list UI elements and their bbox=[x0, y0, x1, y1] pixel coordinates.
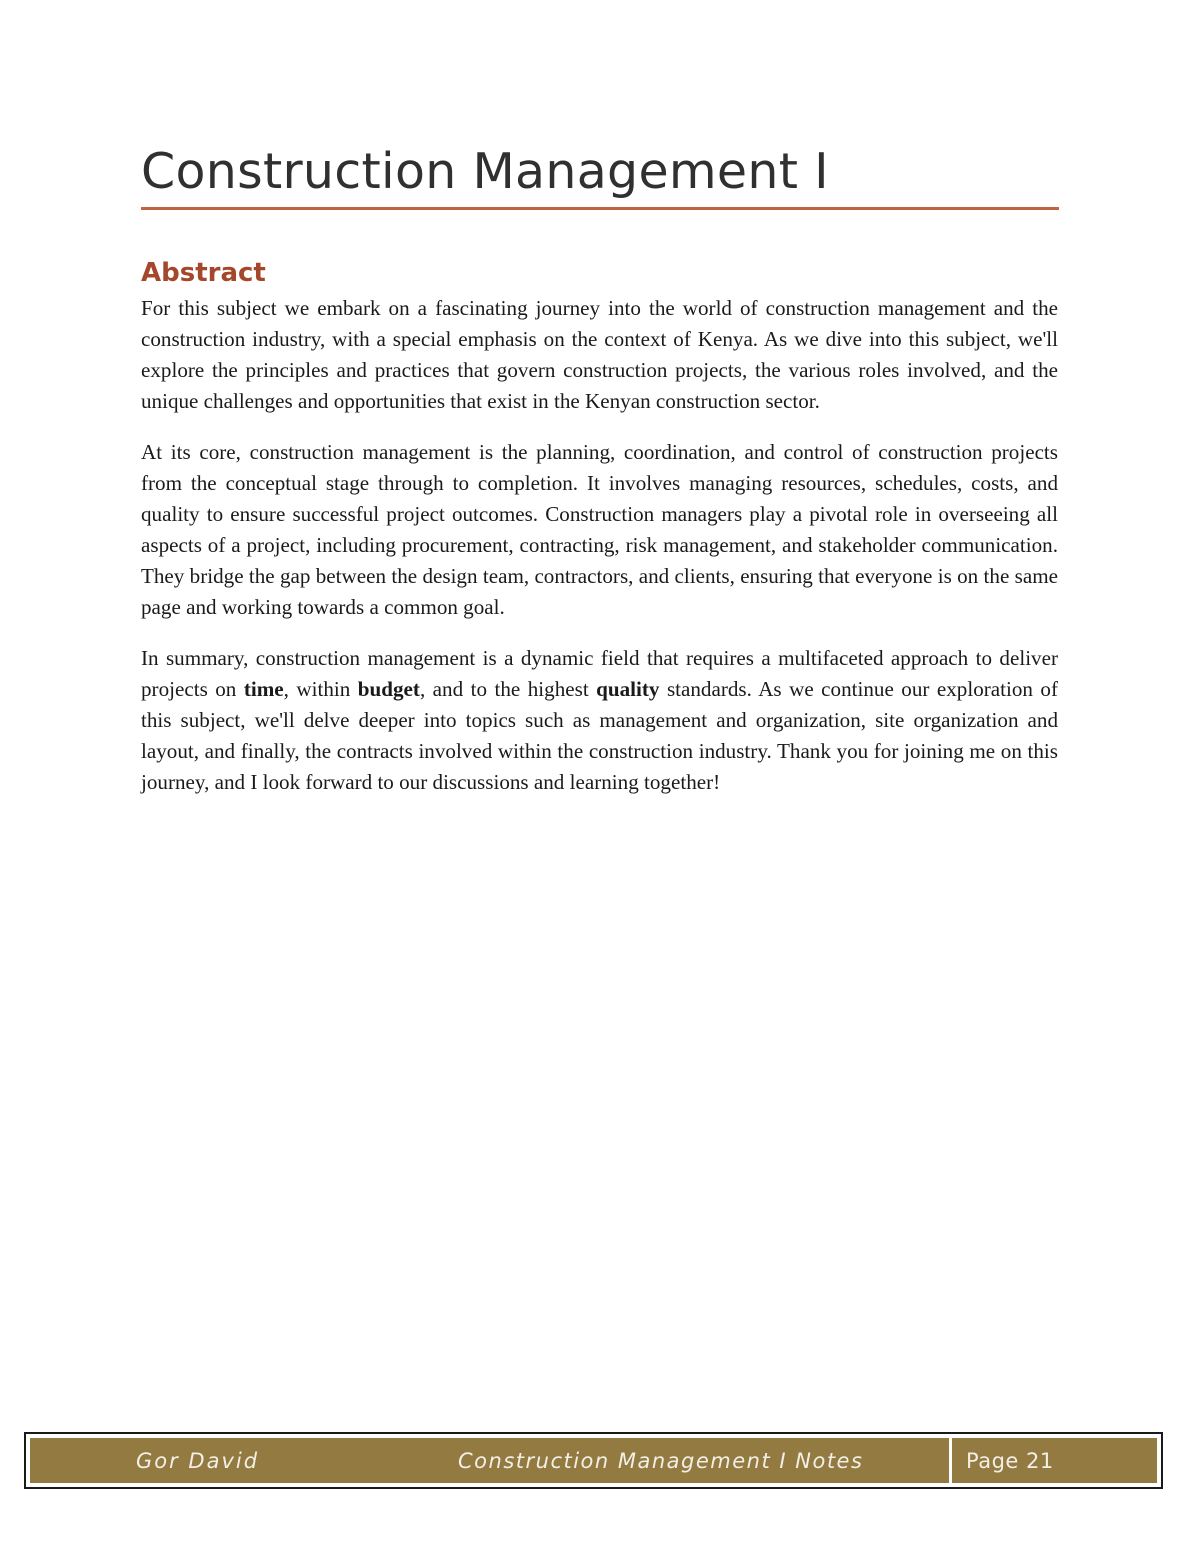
bold-term-quality: quality bbox=[596, 677, 660, 701]
paragraph-1: For this subject we embark on a fascinating journey into the world of construction management and the construction industry, with a special emphasis on the context of Kenya. As we dive into this subject, we'll explore the principles and practices that govern construction projects, the various roles involved, and the unique challenges and opportunities that exist in the Kenyan construction sector. bbox=[141, 296, 1058, 413]
bold-term-budget: budget bbox=[357, 677, 420, 701]
paragraph-3-text: , and to the highest bbox=[419, 677, 597, 701]
footer-page-number: Page 21 bbox=[966, 1448, 1054, 1473]
abstract-body bbox=[141, 293, 1058, 818]
footer-course-title: Construction Management I Notes bbox=[458, 1448, 864, 1473]
bold-term-time: time bbox=[243, 677, 284, 701]
footer-band bbox=[30, 1438, 1157, 1483]
paragraph-3-text: standards. As we continue our exploration of this subject, we'll delve deeper into topics such as management and organization, site organization and layout, and finally, the contracts involved within the construction industry. Thank you for joining me on this journey, and I look forward to our discussions and learning together! bbox=[141, 677, 1058, 794]
footer-divider bbox=[949, 1438, 952, 1483]
paragraph-2: At its core, construction management is the planning, coordination, and control of construction projects from the conceptual stage through to completion. It involves managing resources, schedules, costs, and quality to ensure successful project outcomes. Construction managers play a pivotal role in overseeing all aspects of a project, including procurement, contracting, risk management, and stakeholder communication. They bridge the gap between the design team, contractors, and clients, ensuring that everyone is on the same page and working towards a common goal. bbox=[141, 440, 1058, 619]
page-footer bbox=[24, 1432, 1163, 1489]
footer-author: Gor David bbox=[136, 1448, 260, 1473]
title-underline bbox=[141, 207, 1059, 210]
paragraph-3-text: , within bbox=[283, 677, 358, 701]
page-title: Construction Management I bbox=[141, 143, 829, 200]
paragraph-3 bbox=[141, 643, 1058, 798]
paragraph-3-text: In summary, construction management is a dynamic field that requires a multifaceted approach to deliver projects on bbox=[141, 646, 1058, 701]
section-heading: Abstract bbox=[141, 258, 266, 288]
